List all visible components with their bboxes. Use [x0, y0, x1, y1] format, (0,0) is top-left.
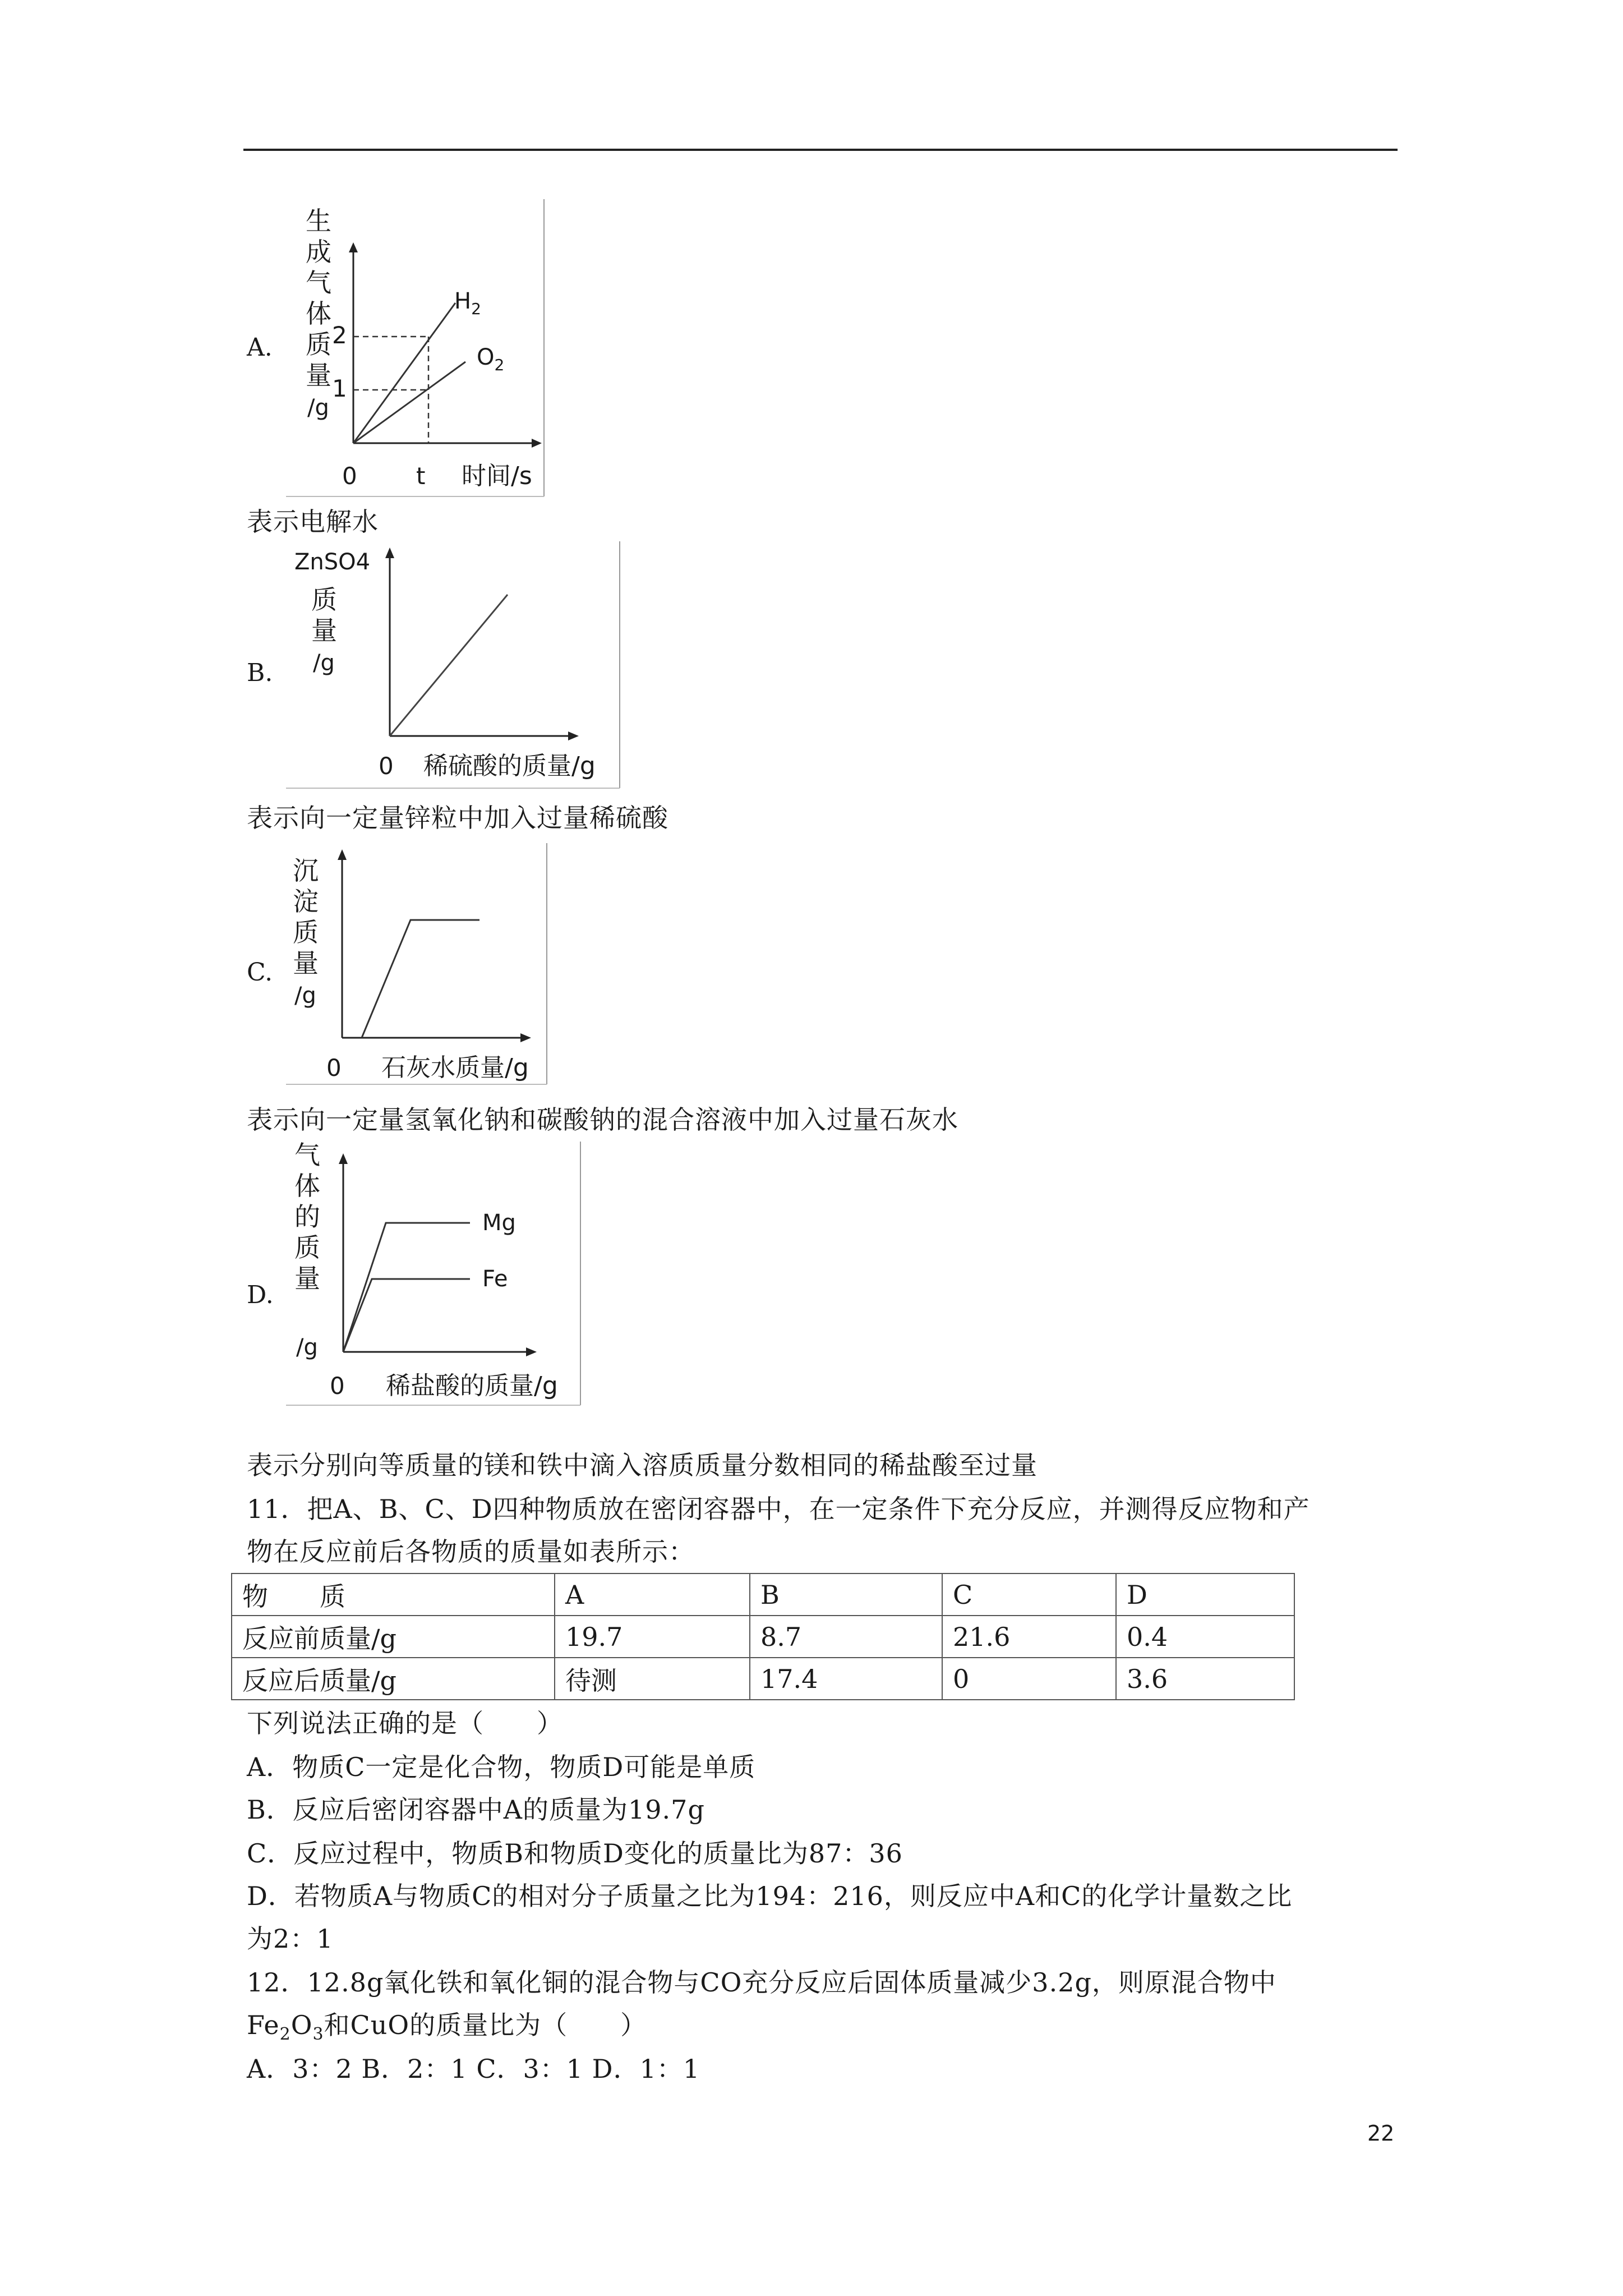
a-origin: 0	[342, 462, 357, 490]
figure-b-zinc-chart	[286, 539, 623, 791]
b-ylabel-1: 量	[311, 615, 337, 646]
b-ylabel-0: 质	[311, 585, 337, 615]
q12-options: A．3：2 B．2：1 C．3：1 D．1：1	[247, 2054, 700, 2084]
table-cell: 物 质	[232, 1573, 555, 1616]
figure-c-caption: 表示向一定量氢氧化钠和碳酸钠的混合溶液中加入过量石灰水	[247, 1105, 958, 1135]
c-ylabel-2: 质	[293, 917, 319, 947]
figure-c-precipitate-chart	[286, 840, 550, 1087]
figure-d-label: D.	[247, 1281, 274, 1309]
table-cell: D	[1116, 1573, 1294, 1616]
c-ylabel-1: 淀	[293, 886, 319, 917]
b-ylabel-top: ZnSO4	[294, 549, 371, 575]
table-row	[232, 1658, 1294, 1700]
q11-option-c: C．反应过程中，物质B和物质D变化的质量比为87：36	[247, 1838, 903, 1869]
a-ytick-1: 1	[332, 375, 347, 402]
d-series-fe: Fe	[482, 1266, 508, 1292]
figure-d-caption: 表示分别向等质量的镁和铁中滴入溶质质量分数相同的稀盐酸至过量	[247, 1450, 1038, 1480]
q11-question: 下列说法正确的是（ ）	[247, 1708, 563, 1738]
d-ylabel-5: /g	[296, 1335, 318, 1360]
a-ylabel-6: /g	[307, 395, 329, 421]
a-ylabel-4: 质	[306, 329, 331, 360]
table-cell: A	[555, 1573, 750, 1616]
c-origin: 0	[326, 1054, 342, 1082]
figure-a-caption: 表示电解水	[247, 507, 379, 537]
d-ylabel-2: 的	[294, 1202, 320, 1232]
q11-option-d-cont: 为2：1	[247, 1924, 334, 1954]
d-xlabel: 稀盐酸的质量/g	[386, 1372, 558, 1400]
table-cell: 17.4	[750, 1658, 942, 1700]
a-xtick-t: t	[416, 462, 426, 490]
q11-stem-line2: 物在反应前后各物质的质量如表所示：	[247, 1536, 695, 1567]
a-series-h2: $H_2$	[454, 288, 481, 318]
figure-a-label: A.	[247, 333, 273, 362]
c-ylabel-4: /g	[294, 983, 316, 1009]
figure-b-label: B.	[247, 659, 273, 687]
table-row	[232, 1616, 1294, 1658]
d-ylabel-3: 质	[294, 1232, 320, 1263]
q11-mass-table	[231, 1573, 1295, 1700]
header-rule	[243, 149, 1398, 151]
q11-option-b: B．反应后密闭容器中A的质量为19.7g	[247, 1795, 705, 1825]
q11-option-d: D．若物质A与物质C的相对分子质量之比为194：216，则反应中A和C的化学计量数之比	[247, 1881, 1293, 1911]
d-ylabel-4: 量	[294, 1263, 320, 1294]
c-ylabel-0: 沉	[293, 855, 319, 886]
figure-b-caption: 表示向一定量锌粒中加入过量稀硫酸	[247, 803, 668, 833]
figure-a-electrolysis-chart	[286, 196, 550, 499]
c-xlabel: 石灰水质量/g	[381, 1053, 529, 1082]
b-xlabel: 稀硫酸的质量/g	[423, 752, 596, 780]
c-ylabel-3: 量	[293, 948, 319, 978]
a-ylabel-0: 生	[306, 206, 331, 236]
table-cell: 反应后质量/g	[232, 1658, 555, 1700]
a-ylabel-5: 量	[306, 360, 331, 390]
table-cell: 0	[942, 1658, 1116, 1700]
table-cell: 21.6	[942, 1616, 1116, 1658]
table-cell: 待测	[555, 1658, 750, 1700]
table-cell: 反应前质量/g	[232, 1616, 555, 1658]
a-xlabel: 时间/s	[462, 462, 532, 490]
q12-stem-line2: $Fe_2O_3$和CuO的质量比为（ ）	[247, 2010, 647, 2045]
figure-c-label: C.	[247, 958, 273, 987]
b-ylabel-2: /g	[313, 650, 335, 676]
table-cell: 8.7	[750, 1616, 942, 1658]
b-origin: 0	[379, 752, 394, 780]
q11-stem-line1: 11．把A、B、C、D四种物质放在密闭容器中，在一定条件下充分反应，并测得反应物和产	[247, 1494, 1310, 1524]
q11-option-a: A．物质C一定是化合物，物质D可能是单质	[247, 1752, 756, 1782]
table-cell: B	[750, 1573, 942, 1616]
d-series-mg: Mg	[482, 1210, 516, 1236]
table-cell: 3.6	[1116, 1658, 1294, 1700]
d-ylabel-1: 体	[294, 1171, 320, 1201]
a-ylabel-2: 气	[306, 268, 331, 298]
d-ylabel-0: 气	[294, 1140, 320, 1170]
figure-d-metal-acid-chart	[286, 1139, 583, 1408]
page-number: 22	[1367, 2121, 1395, 2146]
table-header-row	[232, 1573, 1294, 1616]
a-series-o2: $O_2$	[477, 344, 505, 374]
table-cell: 0.4	[1116, 1616, 1294, 1658]
a-ylabel-1: 成	[306, 237, 331, 267]
a-ytick-2: 2	[332, 321, 347, 349]
a-ylabel-3: 体	[306, 298, 331, 329]
q12-stem-line1: 12．12.8g氧化铁和氧化铜的混合物与CO充分反应后固体质量减少3.2g，则原混合物中	[247, 1967, 1276, 1998]
d-origin: 0	[330, 1372, 345, 1400]
table-cell: C	[942, 1573, 1116, 1616]
table-cell: 19.7	[555, 1616, 750, 1658]
